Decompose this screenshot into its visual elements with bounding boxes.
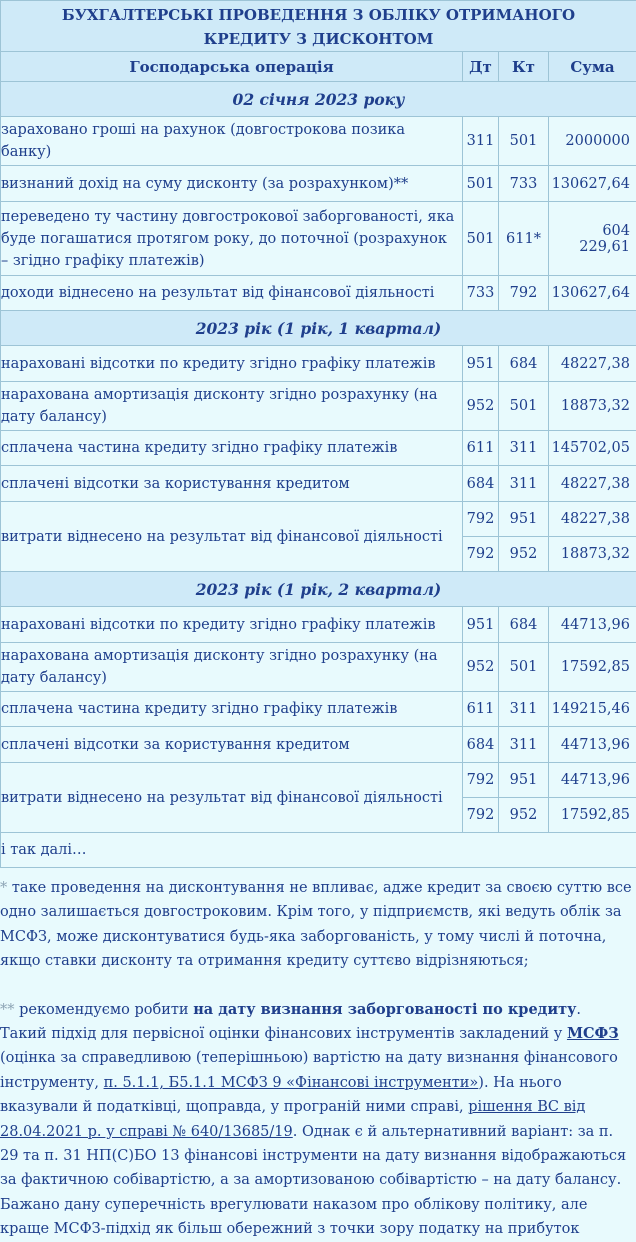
dt-cell: 311 (463, 117, 499, 166)
table-row (1, 692, 636, 727)
dt-cell: 501 (463, 166, 499, 202)
operation-cell: витрати віднесено на результат від фінансової діяльності (1, 502, 463, 572)
etc-row (1, 833, 636, 868)
operation-cell: визнаний дохід на суму дисконту (за розрахунком)** (1, 166, 463, 202)
kt-cell: 684 (499, 346, 549, 382)
kt-cell: 951 (499, 502, 549, 537)
sum-cell: 44713,96 (549, 607, 636, 643)
kt-cell: 501 (499, 382, 549, 431)
operation-cell: нараховані відсотки по кредиту згідно графіку платежів (1, 607, 463, 643)
sum-cell: 2000000 (549, 117, 636, 166)
operation-cell: переведено ту частину довгострокової заборгованості, яка буде погашатися протягом року, до поточної (розрахунок – згідно графіку платежів) (1, 202, 463, 276)
dt-cell: 792 (463, 537, 499, 572)
kt-cell: 733 (499, 166, 549, 202)
sum-cell: 48227,38 (549, 466, 636, 502)
msfz-link[interactable]: МСФЗ (567, 1025, 619, 1042)
dt-cell: 611 (463, 431, 499, 466)
sum-cell: 18873,32 (549, 382, 636, 431)
dt-cell: 611 (463, 692, 499, 727)
footnotes (0, 868, 636, 1242)
footnote-2-text: рекомендуємо робити (15, 1002, 194, 1018)
table-row (1, 431, 636, 466)
kt-cell: 952 (499, 537, 549, 572)
dt-cell: 733 (463, 276, 499, 311)
section-header: 02 січня 2023 року (1, 82, 636, 117)
sum-cell: 17592,85 (549, 643, 636, 692)
dt-cell: 792 (463, 798, 499, 833)
table-row (1, 643, 636, 692)
dt-cell: 684 (463, 466, 499, 502)
dt-cell: 951 (463, 607, 499, 643)
footnote-marker: ** (0, 1002, 15, 1018)
table-row (1, 727, 636, 763)
header-sum: Сума (549, 52, 636, 82)
operation-cell: сплачена частина кредиту згідно графіку платежів (1, 431, 463, 466)
footnote-2 (0, 998, 632, 1242)
sum-cell: 17592,85 (549, 798, 636, 833)
sum-cell: 48227,38 (549, 346, 636, 382)
table-row (1, 382, 636, 431)
sum-cell: 130627,64 (549, 276, 636, 311)
section-header: 2023 рік (1 рік, 1 квартал) (1, 311, 636, 346)
sum-cell: 604 229,61 (549, 202, 636, 276)
table-row (1, 466, 636, 502)
section-header: 2023 рік (1 рік, 2 квартал) (1, 572, 636, 607)
kt-cell: 311 (499, 692, 549, 727)
table-row (1, 166, 636, 202)
kt-cell: 952 (499, 798, 549, 833)
table-row (1, 607, 636, 643)
dt-cell: 684 (463, 727, 499, 763)
table-row (1, 346, 636, 382)
operation-cell: доходи віднесено на результат від фінансової діяльності (1, 276, 463, 311)
header-kt: Кт (499, 52, 549, 82)
sum-cell: 44713,96 (549, 763, 636, 798)
dt-cell: 792 (463, 502, 499, 537)
header-dt: Дт (463, 52, 499, 82)
footnote-1 (0, 876, 632, 974)
dt-cell: 951 (463, 346, 499, 382)
dt-cell: 792 (463, 763, 499, 798)
operation-cell: витрати віднесено на результат від фінансової діяльності (1, 763, 463, 833)
sum-cell: 145702,05 (549, 431, 636, 466)
kt-cell: 951 (499, 763, 549, 798)
kt-cell: 611* (499, 202, 549, 276)
kt-cell: 501 (499, 117, 549, 166)
dt-cell: 952 (463, 643, 499, 692)
footnote-2-text: ). На нього вказували й податківці, щоправда, у програній ними справі, (0, 1075, 562, 1115)
table-row (1, 763, 636, 798)
operation-cell: нарахована амортизація дисконту згідно розрахунку (на дату балансу) (1, 643, 463, 692)
footnote-marker: * (0, 880, 7, 896)
table-row (1, 117, 636, 166)
footnote-1-text: таке проведення на дисконтування не впливає, адже кредит за своєю суттю все одно залишається довгостроковим. Крім того, у підприємств, які ведуть облік за МСФЗ, може дисконтуватися будь-яка заборгованість, у тому числі й поточна, якщо ставки дисконту та отримання кредиту суттєво відрізняються; (0, 880, 632, 969)
operation-cell: сплачена частина кредиту згідно графіку платежів (1, 692, 463, 727)
table-row (1, 276, 636, 311)
operation-cell: нараховані відсотки по кредиту згідно графіку платежів (1, 346, 463, 382)
footnote-2-bold: на дату визнання заборгованості по кредиту (193, 1001, 576, 1018)
kt-cell: 501 (499, 643, 549, 692)
etc-text: і так далі… (1, 833, 636, 868)
footnote-2-text: . Однак є й альтернативний варіант: за п. 29 та п. 31 НП(С)БО 13 фінансові інструменти на дату визнання відображаються за фактичною собівартістю, а за амортизованою собівартістю – на дату балансу. Бажано дану суперечність врегулювати наказом про облікову політику, але краще МСФЗ-підхід як більш обережний з точки зору податку на прибуток (0, 1124, 626, 1238)
footnote-2-text: (оцінка за справедливою (теперішньою) вартістю на дату визнання фінансового інструменту, (0, 1050, 618, 1090)
operation-cell: сплачені відсотки за користування кредитом (1, 727, 463, 763)
kt-cell: 792 (499, 276, 549, 311)
operation-cell: нарахована амортизація дисконту згідно розрахунку (на дату балансу) (1, 382, 463, 431)
sum-cell: 48227,38 (549, 502, 636, 537)
kt-cell: 311 (499, 727, 549, 763)
header-operation: Господарська операція (1, 52, 463, 82)
court-decision-link[interactable]: рішення ВС від 28.04.2021 р. у справі № 640/13685/19 (0, 1099, 585, 1139)
sum-cell: 149215,46 (549, 692, 636, 727)
sum-cell: 130627,64 (549, 166, 636, 202)
kt-cell: 311 (499, 431, 549, 466)
sum-cell: 18873,32 (549, 537, 636, 572)
table-row (1, 202, 636, 276)
operation-cell: зараховано гроші на рахунок (довгострокова позика банку) (1, 117, 463, 166)
kt-cell: 684 (499, 607, 549, 643)
operation-cell: сплачені відсотки за користування кредитом (1, 466, 463, 502)
ifrs9-link[interactable]: п. 5.1.1, Б5.1.1 МСФЗ 9 «Фінансові інструменти» (104, 1075, 479, 1091)
dt-cell: 501 (463, 202, 499, 276)
dt-cell: 952 (463, 382, 499, 431)
table-title: БУХГАЛТЕРСЬКІ ПРОВЕДЕННЯ З ОБЛІКУ ОТРИМАНОГО КРЕДИТУ З ДИСКОНТОМ (1, 1, 636, 52)
kt-cell: 311 (499, 466, 549, 502)
footnote-2-text: . Такий підхід для первісної оцінки фінансових інструментів закладений у (0, 1002, 581, 1042)
table-row (1, 502, 636, 537)
sum-cell: 44713,96 (549, 727, 636, 763)
